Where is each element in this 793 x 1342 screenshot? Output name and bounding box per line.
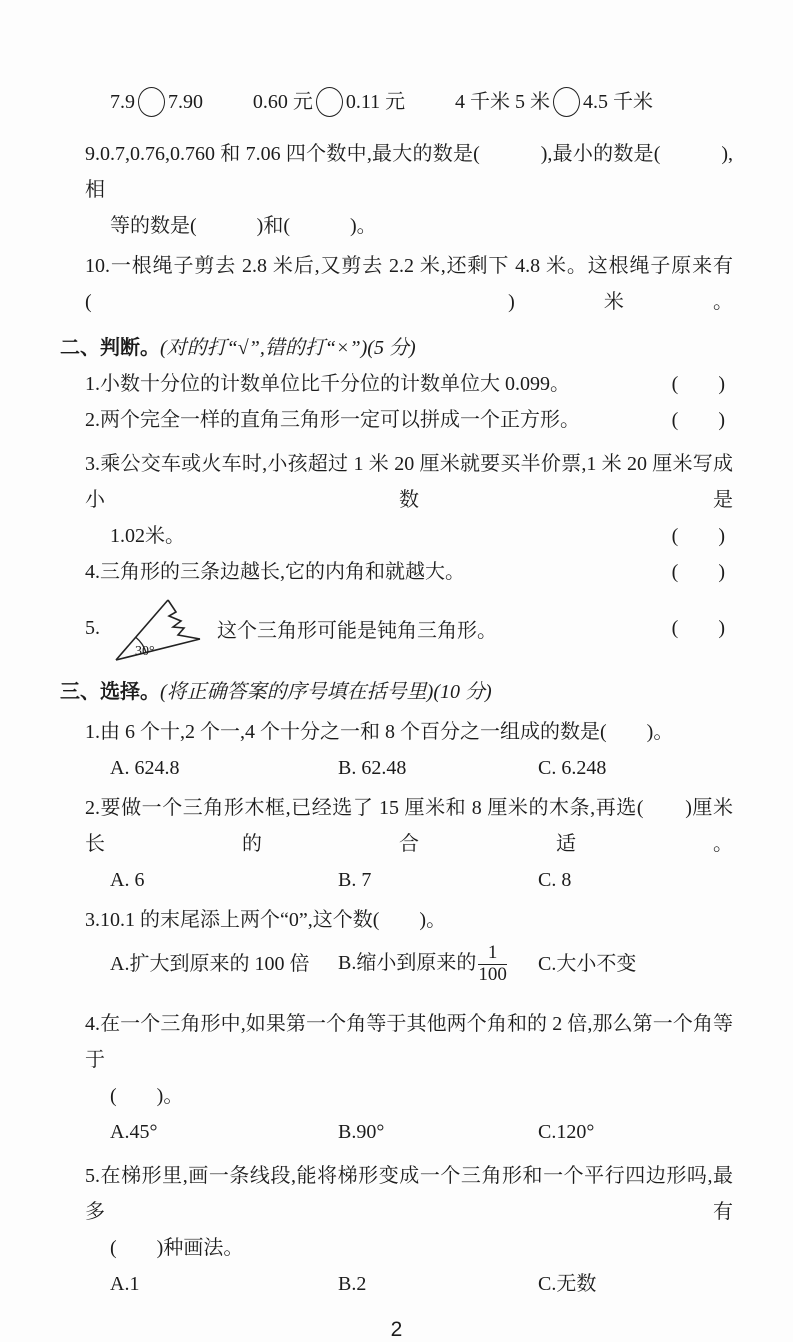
option-b: B. 62.48	[338, 757, 407, 779]
judge-question-text: 1.小数十分位的计数单位比千分位的计数单位大 0.099。	[85, 373, 570, 395]
page-number: 2	[390, 1318, 403, 1341]
answer-blank: ( )	[671, 525, 725, 547]
comparison-right-value: 7.90	[168, 91, 203, 113]
option-b-text: B.缩小到原来的	[338, 951, 477, 974]
choice-question-4-options	[60, 1114, 733, 1150]
comparison-item-3	[455, 84, 653, 120]
option-a: A. 6	[110, 869, 145, 891]
comparison-left-value: 7.9	[110, 91, 135, 113]
choice-question-5-stem-line1: 5.在梯形里,画一条线段,能将梯形变成一个三角形和一个平行四边形吗,最多有	[85, 1165, 733, 1223]
judge-section-header	[60, 330, 733, 366]
comparison-answer-circle	[138, 87, 165, 117]
comparison-item-2	[253, 84, 405, 120]
angle-value-label: 30°	[135, 644, 155, 659]
option-a: A.1	[110, 1273, 140, 1295]
choice-question-2-options	[60, 862, 733, 898]
option-a: A.45°	[110, 1121, 158, 1143]
answer-blank: ( )	[671, 561, 725, 583]
comparison-left-value: 0.60 元	[252, 91, 313, 113]
judge-question-text: 这个三角形可能是钝角三角形。	[217, 619, 497, 642]
choice-question-2-stem: 2.要做一个三角形木框,已经选了 15 厘米和 8 厘米的木条,再选( )厘米长的合适。	[85, 797, 733, 855]
option-a: A.扩大到原来的 100 倍	[110, 953, 310, 975]
choice-section-title: 三、选择。	[60, 681, 160, 703]
judge-section-title: 二、判断。	[60, 337, 160, 359]
option-c: C. 8	[538, 869, 572, 891]
comparison-problems-row	[60, 84, 733, 120]
comparison-answer-circle	[316, 87, 343, 117]
option-b: B.90°	[338, 1121, 385, 1143]
torn-edge	[168, 600, 200, 639]
comparison-left-value: 4 千米 5 米	[454, 91, 550, 113]
question-9-line2: 等的数是( )和( )。	[110, 215, 377, 237]
choice-question-5-stem-line2: ( )种画法。	[110, 1237, 244, 1259]
judge-question-2	[60, 402, 733, 438]
judge-question-4	[60, 554, 733, 590]
fraction-numerator: 1	[478, 943, 507, 965]
choice-question-3-options	[60, 938, 733, 990]
question-9-line1: 9.0.7,0.76,0.760 和 7.06 四个数中,最大的数是( ),最小的数是( ),相	[85, 143, 733, 201]
option-c: C.大小不变	[538, 953, 637, 975]
fraction	[478, 943, 507, 986]
comparison-right-value: 4.5 千米	[582, 91, 653, 113]
comparison-right-value: 0.11 元	[345, 91, 406, 113]
option-a: A. 624.8	[110, 757, 180, 779]
choice-section-header	[60, 674, 733, 710]
option-c: C. 6.248	[538, 757, 607, 779]
fraction-denominator: 100	[478, 963, 507, 985]
choice-question-4-stem-line2: ( )。	[110, 1085, 184, 1107]
torn-triangle-figure	[110, 592, 205, 664]
judge-question-3-line2	[60, 518, 733, 554]
judge-question-text: 1.02米。	[110, 525, 185, 547]
answer-blank: ( )	[671, 616, 725, 639]
comparison-answer-circle	[553, 87, 580, 117]
option-b	[338, 943, 538, 986]
choice-question-1-options	[60, 750, 733, 786]
question-10: 10.一根绳子剪去 2.8 米后,又剪去 2.2 米,还剩下 4.8 米。这根绳子原来有( )米。	[85, 255, 733, 313]
choice-question-3-stem: 3.10.1 的末尾添上两个“0”,这个数( )。	[85, 909, 447, 931]
judge-question-1	[60, 366, 733, 402]
judge-question-3-line1: 3.乘公交车或火车时,小孩超过 1 米 20 厘米就要买半价票,1 米 20 厘米写成小数是	[85, 453, 733, 511]
judge-question-5	[60, 592, 733, 664]
answer-blank: ( )	[671, 409, 725, 431]
option-b: B. 7	[338, 869, 372, 891]
option-c: C.无数	[538, 1273, 597, 1295]
judge-question-text: 4.三角形的三条边越长,它的内角和就越大。	[85, 561, 465, 583]
judge-question-number: 5.	[85, 616, 100, 639]
judge-section-instructions: (对的打“√”,错的打“×”)(5 分)	[160, 337, 416, 359]
choice-question-1-stem: 1.由 6 个十,2 个一,4 个十分之一和 8 个百分之一组成的数是( )。	[85, 721, 674, 743]
choice-section-instructions: (将正确答案的序号填在括号里)(10 分)	[160, 681, 492, 703]
answer-blank: ( )	[671, 373, 725, 395]
judge-question-text: 2.两个完全一样的直角三角形一定可以拼成一个正方形。	[85, 409, 580, 431]
choice-question-4-stem-line1: 4.在一个三角形中,如果第一个角等于其他两个角和的 2 倍,那么第一个角等于	[85, 1013, 733, 1071]
option-b: B.2	[338, 1273, 367, 1295]
choice-question-5-options	[60, 1266, 733, 1302]
comparison-item-1	[110, 84, 203, 120]
option-c: C.120°	[538, 1121, 595, 1143]
